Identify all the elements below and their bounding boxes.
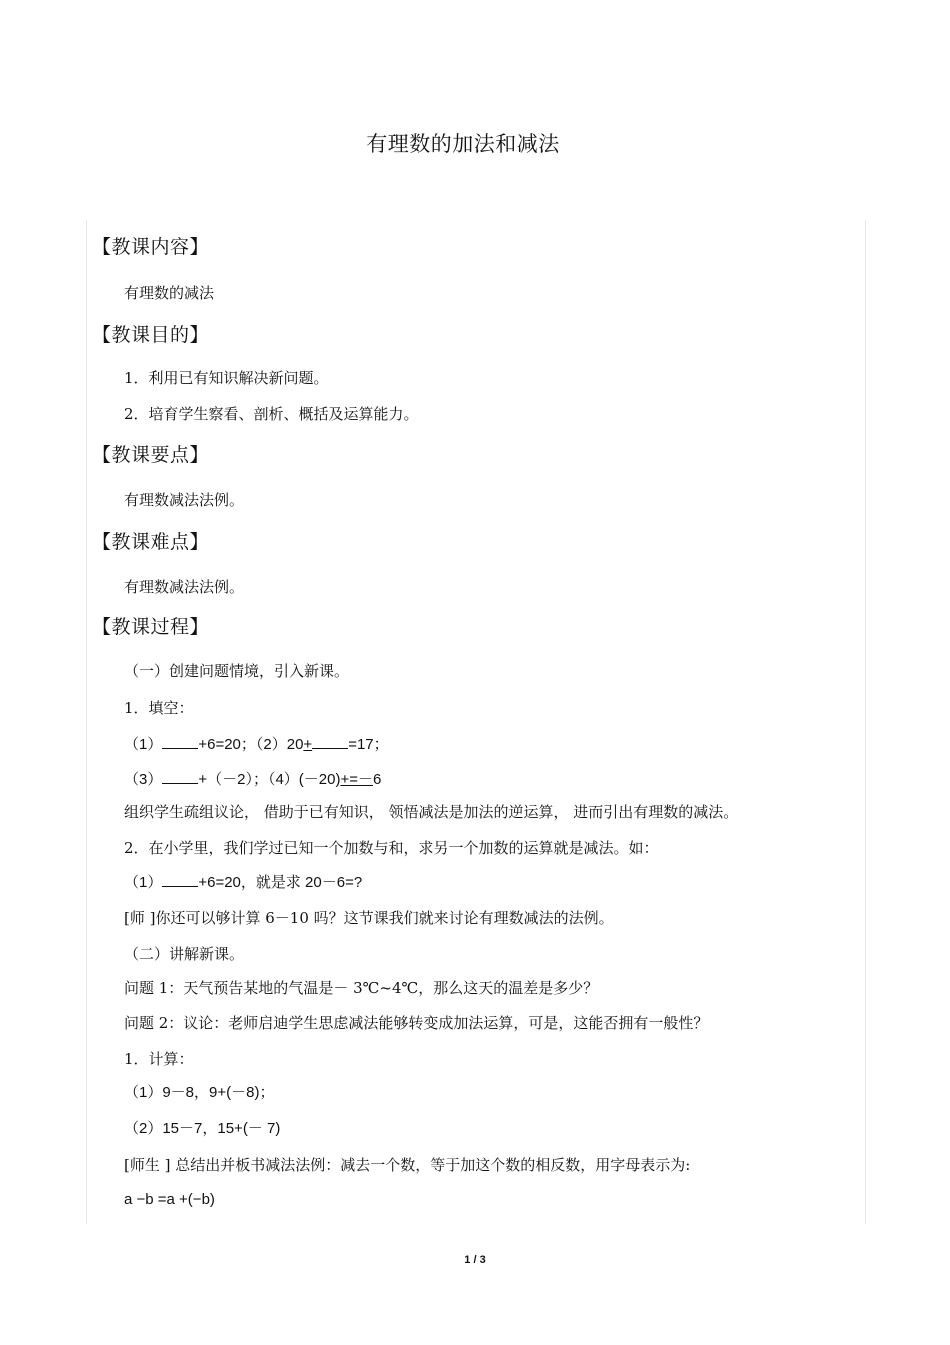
fill1-middle: +6=20；（2）20 <box>198 736 304 753</box>
aims-item-2: 2．培育学生察看、剖析、概括及运算能力。 <box>124 405 419 423</box>
difficulty-text: 有理数减法法例。 <box>124 578 245 596</box>
calc-1: （1）9－8，9+(－8)； <box>124 1084 275 1101</box>
fill1-prefix: （1） <box>124 736 163 753</box>
page-number: 1 / 3 <box>464 1254 486 1266</box>
key-text: 有理数减法法例。 <box>124 491 245 509</box>
calc-title: 1．计算： <box>124 1050 194 1068</box>
question-2: 2．在小学里，我们学过已知一个加数与和，求另一个加数的运算就是减法。如： <box>124 839 659 857</box>
process-part1: （一）创建问题情境，引入新课。 <box>124 662 350 680</box>
formula: a −b =a +(−b) <box>124 1191 215 1208</box>
fill2-suffix: 6 <box>373 771 382 788</box>
problem-2: 问题 2：议论：老师启迪学生思虑减法能够转变成加法运算，可是，这能否拥有一般性？ <box>124 1014 709 1032</box>
fill2-prefix: （3） <box>124 771 163 788</box>
teacher-line: [师 ]你还可以够计算 6－10 吗？这节课我们就来讨论有理数减法的法例。 <box>124 909 614 927</box>
heading-key: 【教课要点】 <box>92 444 210 466</box>
heading-aims: 【教课目的】 <box>92 324 210 346</box>
document-title: 有理数的加法和减法 <box>366 132 560 156</box>
heading-difficulty: 【教课难点】 <box>92 531 210 553</box>
aims-item-1: 1．利用已有知识解决新问题。 <box>124 369 329 387</box>
process-part2: （二）讲解新课。 <box>124 945 245 963</box>
fill-blank <box>162 872 198 887</box>
fill-title: 1．填空： <box>124 699 194 717</box>
problem-1: 问题 1：天气预告某地的气温是－ 3℃~4℃，那么这天的温差是多少？ <box>124 979 599 997</box>
q2-example-text: +6=20，就是求 20－6=? <box>198 874 363 891</box>
fill-blank <box>162 769 198 784</box>
fill2-operator: +=－ <box>340 771 373 788</box>
heading-content: 【教课内容】 <box>92 236 210 258</box>
calc-2: （2）15－7，15+(－ 7) <box>124 1120 281 1137</box>
fill-blank <box>162 734 198 749</box>
fill1-plus: + <box>303 736 313 753</box>
fill-blank <box>312 734 348 749</box>
fill1-suffix: =17； <box>348 736 389 753</box>
content-text: 有理数的减法 <box>124 284 215 302</box>
q2-example <box>124 872 362 893</box>
discuss-text: 组织学生疏组议论， 借助于已有知识， 领悟减法是加法的逆运算， 进而引出有理数的减法。 <box>124 803 739 821</box>
summary-text: [师生 ] 总结出并板书减法法例：减去一个数，等于加这个数的相反数，用字母表示为: <box>124 1156 691 1174</box>
heading-process: 【教课过程】 <box>92 616 210 638</box>
fill2-middle: +（－2）；（4）(－20) <box>198 771 341 788</box>
q2-example-prefix: （1） <box>124 874 163 891</box>
fill-row-1 <box>124 734 389 755</box>
fill-row-2 <box>124 769 381 790</box>
